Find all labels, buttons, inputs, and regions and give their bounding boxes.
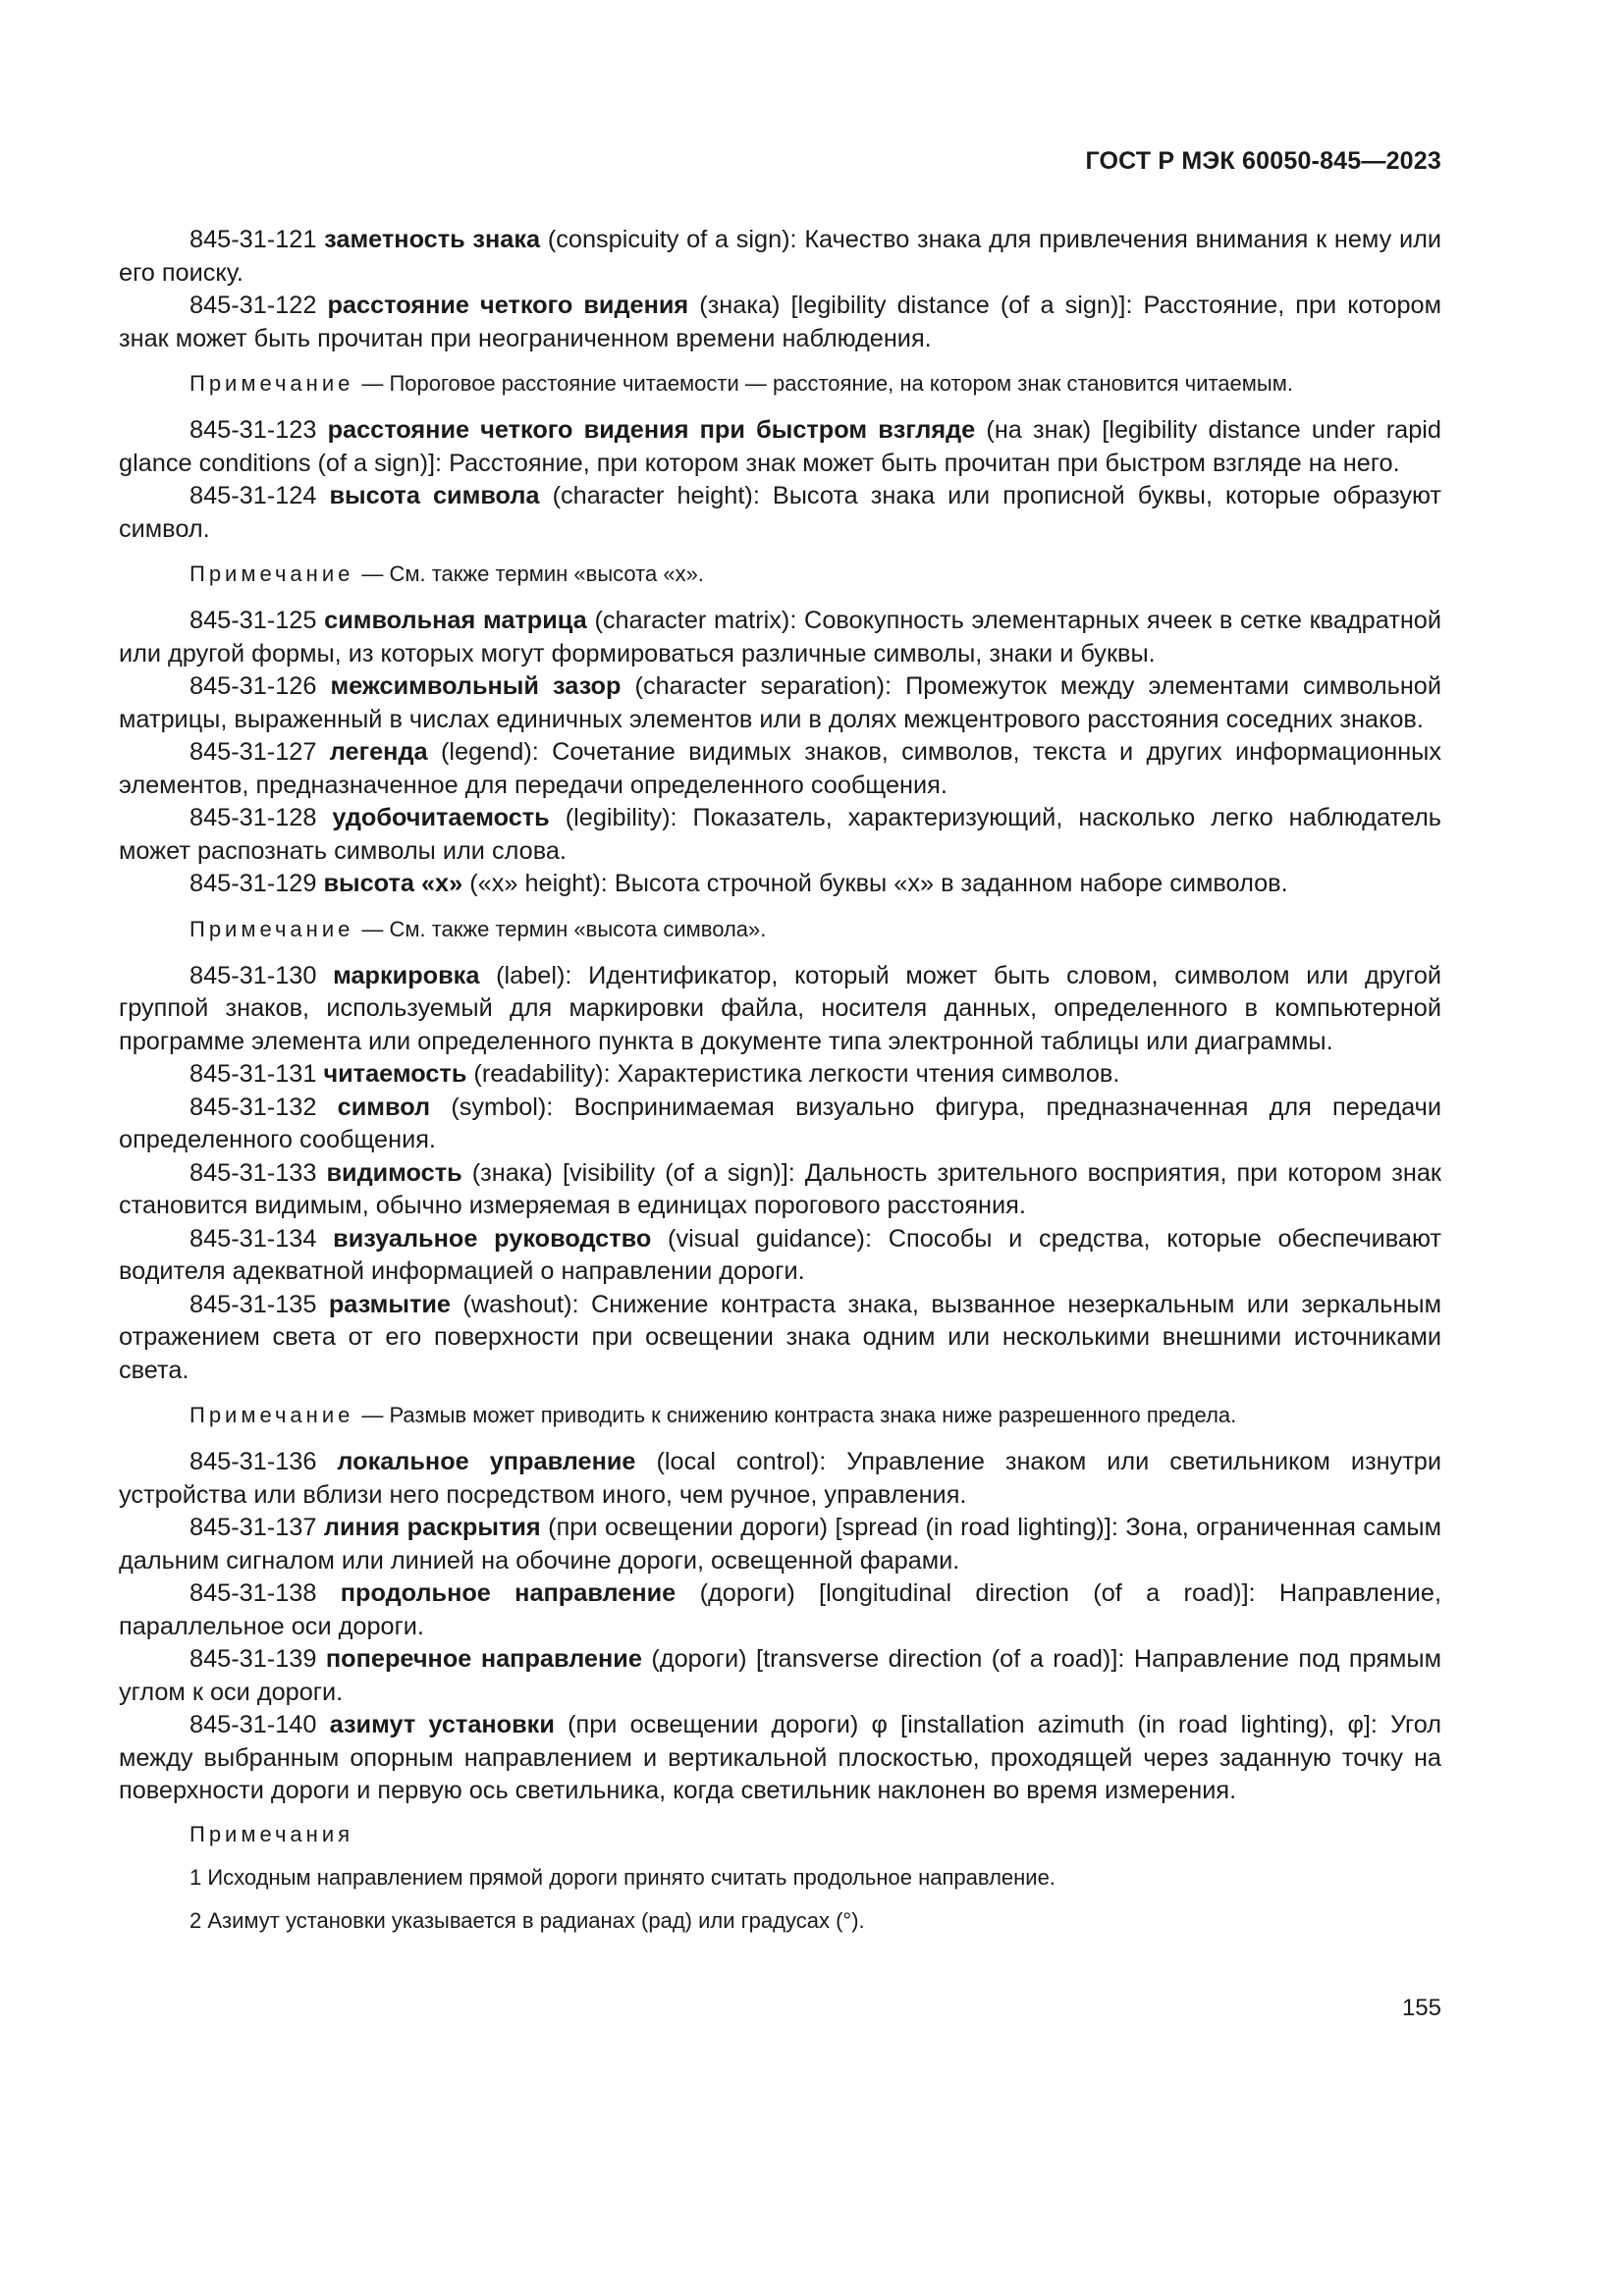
final-note-item: 2 Азимут установки указывается в радианах (рад) или градусах (°). (189, 1907, 865, 1933)
term-entry (119, 290, 1441, 355)
term-entry (119, 1577, 1441, 1643)
entry-definition: (при освещении дороги) φ [installation azimuth (in road lighting), φ]: Угол между выбранным опорным направлением и вертикальной плоскостью, проходящей через заданную точку на поверхности дороги и первую ось светильника, когда светильник наклонен во время измерения. (119, 1711, 1441, 1804)
note-label: Примечание (189, 561, 354, 586)
note-text: — См. также термин «высота «x». (361, 561, 704, 586)
entry-definition: (legibility): Показатель, характеризующий, насколько легко наблюдатель может распознать символы или слова. (119, 804, 1441, 865)
entry-definition: (character height): Высота знака или прописной буквы, которые образуют символ. (119, 482, 1442, 543)
entry-definition: (visual guidance): Способы и средства, которые обеспечивают водителя адекватной информацией о направлении дороги. (119, 1224, 1441, 1285)
entry-definition: (legend): Сочетание видимых знаков, символов, текста и других информационных элементов, предназначенное для передачи определенного сообщения. (119, 738, 1441, 799)
entry-code: 845-31-129 (189, 870, 317, 897)
entry-note (119, 369, 1441, 399)
term-entry (119, 1058, 1441, 1092)
final-notes (119, 1820, 1441, 1936)
entry-code: 845-31-140 (189, 1711, 317, 1738)
entry-definition: (на знак) [legibility distance under rapid glance conditions (of a sign)]: Расстояние, при котором знак может быть прочитан при быстром взгляде на него. (119, 416, 1441, 477)
entry-term: заметность знака (324, 226, 541, 253)
entry-code: 845-31-121 (189, 226, 317, 253)
note-text: — Размыв может приводить к снижению контраста знака ниже разрешенного предела. (361, 1403, 1237, 1427)
entry-definition: (label): Идентификатор, который может быть словом, символом или другой группой знаков, используемый для маркировки файла, носителя данных, определенного в компьютерной программе элемента или определенного пункта в документе типа электронной таблицы или диаграммы. (119, 961, 1442, 1055)
entry-code: 845-31-126 (189, 672, 317, 700)
entry-definition: (character separation): Промежуток между элементами символьной матрицы, выраженный в числах единичных элементов или в долях межцентрового расстояния соседних знаков. (119, 672, 1442, 733)
entry-code: 845-31-123 (189, 416, 317, 444)
note-text: — См. также термин «высота символа». (361, 916, 767, 941)
entry-definition: (readability): Характеристика легкости чтения символов. (473, 1060, 1120, 1088)
entry-code: 845-31-138 (189, 1579, 317, 1607)
entry-code: 845-31-132 (189, 1093, 317, 1121)
term-entry (119, 802, 1441, 868)
entry-code: 845-31-125 (189, 607, 317, 634)
entry-term: видимость (326, 1158, 462, 1187)
final-note-item: 1 Исходным направлением прямой дороги принято считать продольное направление. (189, 1864, 1056, 1890)
entry-term: продольное направление (340, 1579, 677, 1607)
term-entry (119, 1289, 1441, 1388)
entry-term: удобочитаемость (332, 804, 550, 831)
entry-definition: («x» height): Высота строчной буквы «x» в заданном наборе символов. (469, 870, 1288, 897)
entry-term: высота символа (329, 482, 540, 509)
entry-term: расстояние четкого видения (327, 292, 689, 319)
page-number: 155 (1401, 1995, 1441, 2021)
entry-term: размытие (328, 1290, 451, 1318)
entry-term: азимут установки (329, 1711, 555, 1738)
note-label: Примечание (189, 916, 354, 941)
note-label: Примечание (189, 371, 354, 396)
document-header: ГОСТ Р МЭК 60050-845—2023 (1085, 147, 1441, 175)
entry-code: 845-31-137 (189, 1514, 317, 1541)
entry-code: 845-31-134 (189, 1224, 317, 1253)
entry-definition: (при освещении дороги) [spread (in road lighting)]: Зона, ограниченная самым дальним сигналом или линией на обочине дороги, освещенной фарами. (119, 1514, 1441, 1575)
term-entry (119, 1092, 1441, 1157)
term-entry (119, 960, 1441, 1059)
entry-code: 845-31-139 (189, 1645, 317, 1673)
entry-term: символ (337, 1093, 431, 1121)
entry-term: межсимвольный зазор (330, 672, 622, 700)
term-entry (119, 1512, 1441, 1577)
entry-term: легенда (329, 738, 428, 766)
entry-definition: (washout): Снижение контраста знака, вызванное незеркальным или зеркальным отражением света от его поверхности при освещении знака одним или несколькими внешними источниками света. (119, 1290, 1441, 1384)
entry-code: 845-31-130 (189, 961, 317, 989)
entry-term: поперечное направление (325, 1645, 642, 1673)
entry-definition: (local control): Управление знаком или светильником изнутри устройства или вблизи него посредством иного, чем ручное, управления. (119, 1448, 1441, 1509)
entry-definition: (дороги) [longitudinal direction (of a road)]: Направление, параллельное оси дороги. (119, 1579, 1441, 1640)
entry-note (119, 915, 1441, 944)
entry-definition: (conspicuity of a sign): Качество знака для привлечения внимания к нему или его поиску. (119, 226, 1441, 287)
term-entry (119, 868, 1441, 901)
term-entry (119, 670, 1441, 736)
entry-term: читаемость (323, 1060, 467, 1088)
entry-code: 845-31-127 (189, 738, 317, 766)
term-entry (119, 736, 1441, 802)
entry-code: 845-31-122 (189, 292, 317, 319)
entry-definition: (знака) [legibility distance (of a sign)]: Расстояние, при котором знак может быть прочитан при неограниченном времени наблюдения. (119, 292, 1442, 352)
term-entry (119, 605, 1441, 670)
entry-definition: (знака) [visibility (of a sign)]: Дальность зрительного восприятия, при котором знак становится видимым, обычно измеряемая в единицах порогового расстояния. (119, 1158, 1442, 1219)
entry-code: 845-31-128 (189, 804, 317, 831)
entry-term: маркировка (333, 961, 480, 989)
entry-term: расстояние четкого видения при быстром взгляде (327, 416, 976, 444)
entry-note (119, 1401, 1441, 1430)
entry-term: локальное управление (337, 1448, 636, 1475)
entry-definition: (symbol): Воспринимаемая визуально фигура, предназначенная для передачи определенного сообщения. (119, 1093, 1441, 1153)
entry-code: 845-31-136 (189, 1448, 317, 1475)
final-notes-heading: Примечания (189, 1821, 354, 1846)
entry-code: 845-31-131 (189, 1060, 317, 1088)
entry-code: 845-31-133 (189, 1158, 317, 1187)
term-entry (119, 1157, 1441, 1223)
note-text: — Пороговое расстояние читаемости — расстояние, на котором знак становится читаемым. (361, 371, 1293, 396)
term-entry (119, 1446, 1441, 1512)
entry-term: визуальное руководство (333, 1224, 652, 1253)
term-entry (119, 1709, 1441, 1808)
document-body (119, 224, 1441, 1949)
entry-term: линия раскрытия (323, 1514, 541, 1541)
term-entry (119, 414, 1441, 480)
term-entry (119, 1223, 1441, 1289)
entry-code: 845-31-135 (189, 1290, 317, 1318)
entry-note (119, 560, 1441, 589)
term-entry (119, 480, 1441, 546)
entry-code: 845-31-124 (189, 482, 317, 509)
entry-definition: (дороги) [transverse direction (of a road)]: Направление под прямым углом к оси дороги. (119, 1645, 1441, 1706)
entry-term: высота «x» (323, 870, 463, 897)
entry-definition: (character matrix): Совокупность элементарных ячеек в сетке квадратной или другой формы, из которых могут формироваться различные символы, знаки и буквы. (119, 607, 1441, 667)
note-label: Примечание (189, 1403, 354, 1427)
term-entry (119, 1643, 1441, 1709)
term-entry (119, 224, 1441, 290)
entry-term: символьная матрица (324, 607, 587, 634)
